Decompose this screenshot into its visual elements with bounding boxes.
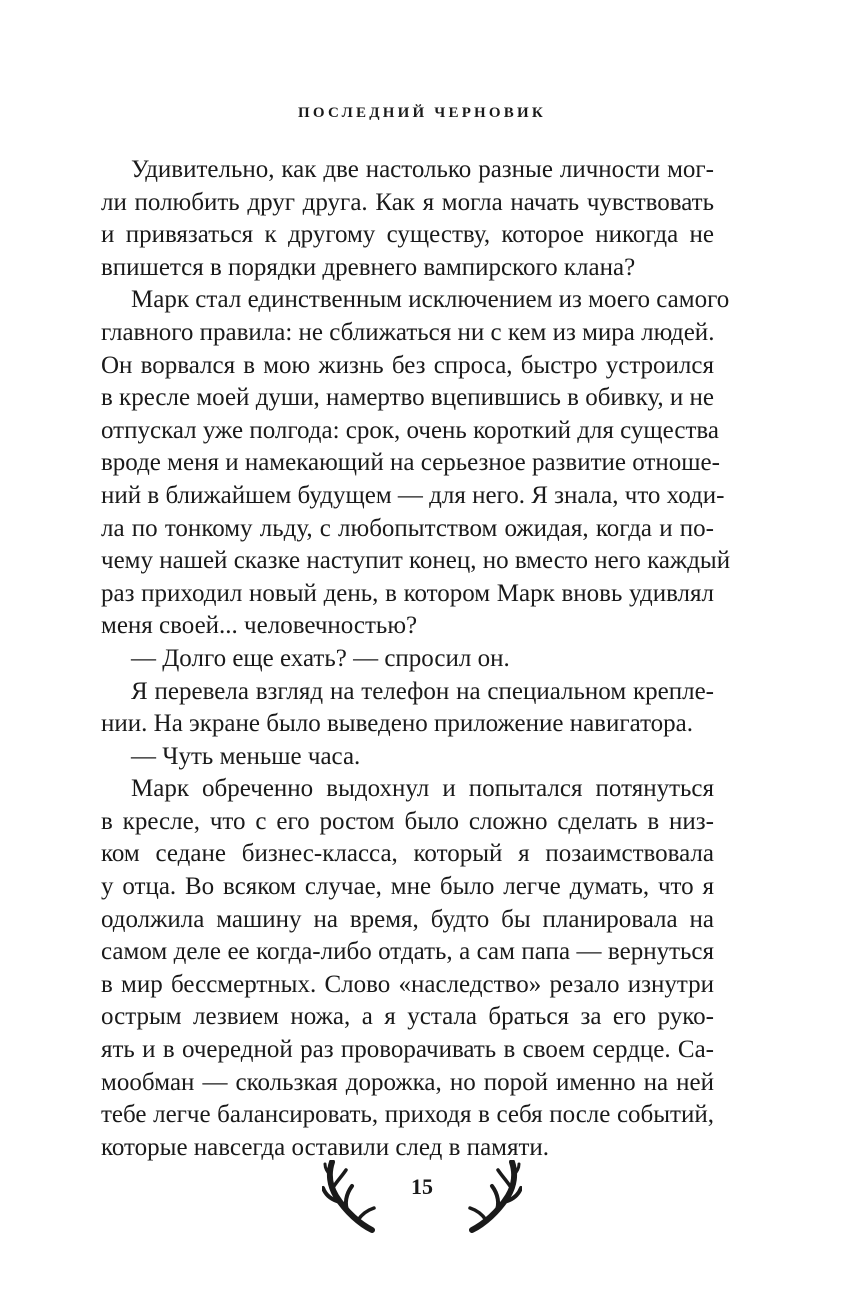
text-line: ять и в очередной раз проворачивать в своем сердце. Са-	[101, 1036, 714, 1064]
text-line: в кресле моей души, намертво вцепившись в обивку, и не	[101, 384, 714, 412]
text-line: ла по тонкому льду, с любопытством ожидая, когда и по-	[101, 514, 714, 542]
text-line: Он ворвался в мою жизнь без спроса, быстро устроился	[101, 351, 714, 379]
text-line: ком седане бизнес-класса, который я позаимствовала	[101, 840, 714, 868]
text-line: меня своей... человечностью?	[101, 612, 418, 640]
page-footer	[322, 1160, 522, 1236]
text-line: ли полюбить друг друга. Как я могла начать чувствовать	[101, 188, 714, 216]
text-line: Марк обреченно выдохнул и попытался потянуться	[131, 775, 714, 803]
text-line: Я перевела взгляд на телефон на специальном крепле-	[131, 677, 714, 705]
text-line: одолжила машину на время, будто бы планировала на	[101, 905, 714, 933]
antler-icon	[462, 1160, 522, 1236]
text-line: главного правила: не сближаться ни с кем из мира людей.	[101, 318, 715, 346]
text-line: которые навсегда оставили след в памяти.	[101, 1133, 550, 1161]
text-line: нии. На экране было выведено приложение навигатора.	[101, 710, 694, 738]
text-line: в кресле, что с его ростом было сложно сделать в низ-	[101, 807, 714, 835]
text-line: впишется в порядки древнего вампирского клана?	[101, 253, 636, 281]
text-line: тебе легче балансировать, приходя в себя после событий,	[101, 1101, 714, 1129]
page-number: 15	[411, 1174, 433, 1199]
text-line: самом деле ее когда-либо отдать, а сам папа — вернуться	[101, 938, 714, 966]
running-head: ПОСЛЕДНИЙ ЧЕРНОВИК	[298, 105, 546, 121]
text-line: чему нашей сказке наступит конец, но вместо него каждый	[101, 547, 731, 575]
text-line: раз приходил новый день, в котором Марк вновь удивлял	[101, 579, 714, 607]
text-line: Марк стал единственным исключением из моего самого	[131, 286, 730, 314]
text-line: вроде меня и намекающий на серьезное развитие отноше-	[101, 449, 720, 477]
text-line: — Долго еще ехать? — спросил он.	[131, 644, 510, 672]
text-line: — Чуть меньше часа.	[131, 742, 361, 770]
text-line: острым лезвием ножа, а я устала браться за его руко-	[101, 1003, 714, 1031]
text-line: Удивительно, как две настолько разные личности мог-	[131, 156, 714, 183]
text-line: в мир бессмертных. Слово «наследство» резало изнутри	[101, 970, 714, 998]
body-text	[101, 154, 731, 1164]
text-line: ний в ближайшем будущем — для него. Я знала, что ходи-	[101, 481, 725, 509]
text-line: отпускал уже полгода: срок, очень короткий для существа	[101, 416, 719, 444]
text-line: и привязаться к другому существу, которое никогда не	[101, 221, 714, 249]
text-line: мообман — скользкая дорожка, но порой именно на ней	[101, 1068, 714, 1096]
text-line: у отца. Во всяком случае, мне было легче думать, что я	[101, 873, 714, 901]
